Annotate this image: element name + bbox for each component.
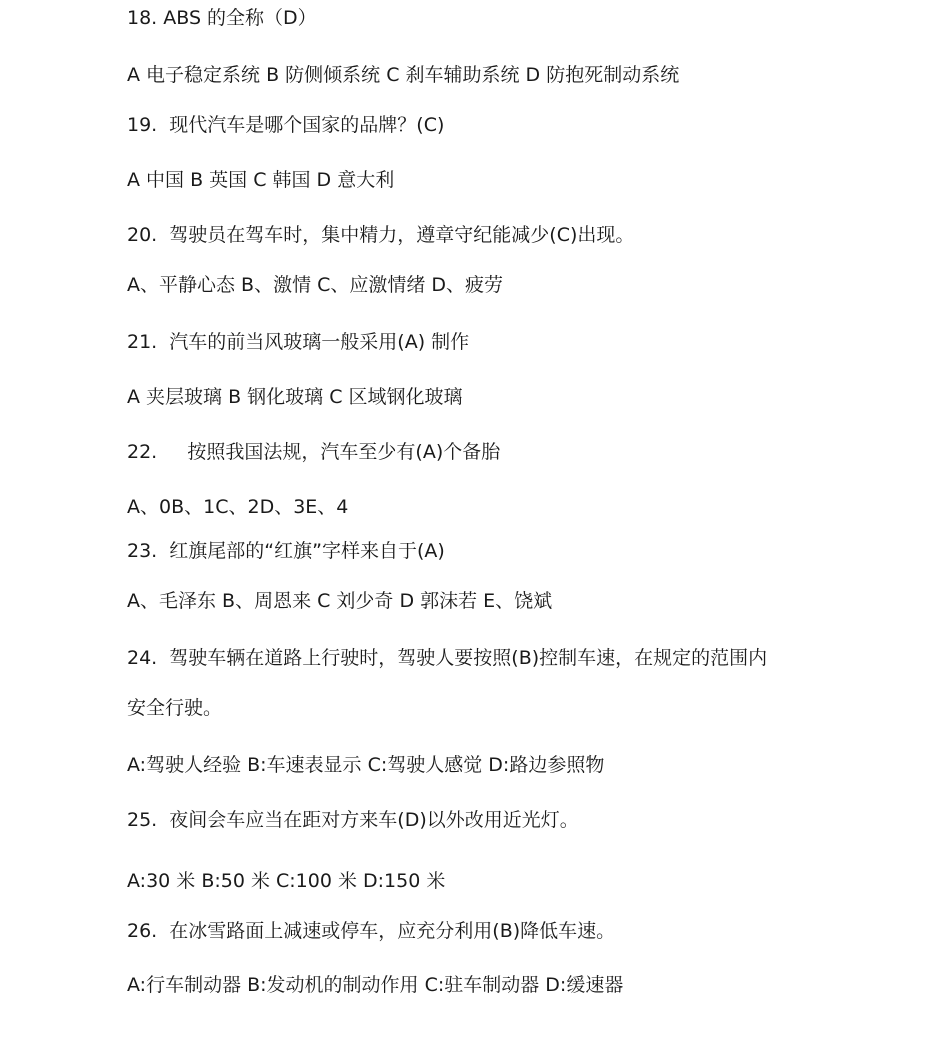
- options-22: A、0B、1C、2D、3E、4: [127, 496, 349, 518]
- question-22: 22. 按照我国法规，汽车至少有(A)个备胎: [127, 441, 501, 463]
- question-26: 26. 在冰雪路面上减速或停车，应充分利用(B)降低车速。: [127, 920, 616, 942]
- question-18: 18. ABS 的全称（D）: [127, 7, 317, 29]
- question-20: 20. 驾驶员在驾车时，集中精力，遵章守纪能减少(C)出现。: [127, 224, 635, 246]
- question-25: 25. 夜间会车应当在距对方来车(D)以外改用近光灯。: [127, 809, 579, 831]
- options-20: A、平静心态 B、激情 C、应激情绪 D、疲劳: [127, 274, 504, 296]
- question-24: 24. 驾驶车辆在道路上行驶时，驾驶人要按照(B)控制车速，在规定的范围内: [127, 647, 768, 669]
- options-25: A:30 米 B:50 米 C:100 米 D:150 米: [127, 870, 446, 892]
- question-19: 19. 现代汽车是哪个国家的品牌？(C): [127, 114, 445, 136]
- options-18: A 电子稳定系统 B 防侧倾系统 C 刹车辅助系统 D 防抱死制动系统: [127, 64, 680, 86]
- question-24-continuation: 安全行驶。: [127, 697, 223, 719]
- options-26: A:行车制动器 B:发动机的制动作用 C:驻车制动器 D:缓速器: [127, 974, 624, 996]
- options-21: A 夹层玻璃 B 钢化玻璃 C 区域钢化玻璃: [127, 386, 463, 408]
- options-19: A 中国 B 英国 C 韩国 D 意大利: [127, 169, 395, 191]
- question-23: 23. 红旗尾部的“红旗”字样来自于(A): [127, 540, 445, 562]
- options-24: A:驾驶人经验 B:车速表显示 C:驾驶人感觉 D:路边参照物: [127, 754, 605, 776]
- options-23: A、毛泽东 B、周恩来 C 刘少奇 D 郭沫若 E、饶斌: [127, 590, 553, 612]
- question-21: 21. 汽车的前当风玻璃一般采用(A) 制作: [127, 331, 470, 353]
